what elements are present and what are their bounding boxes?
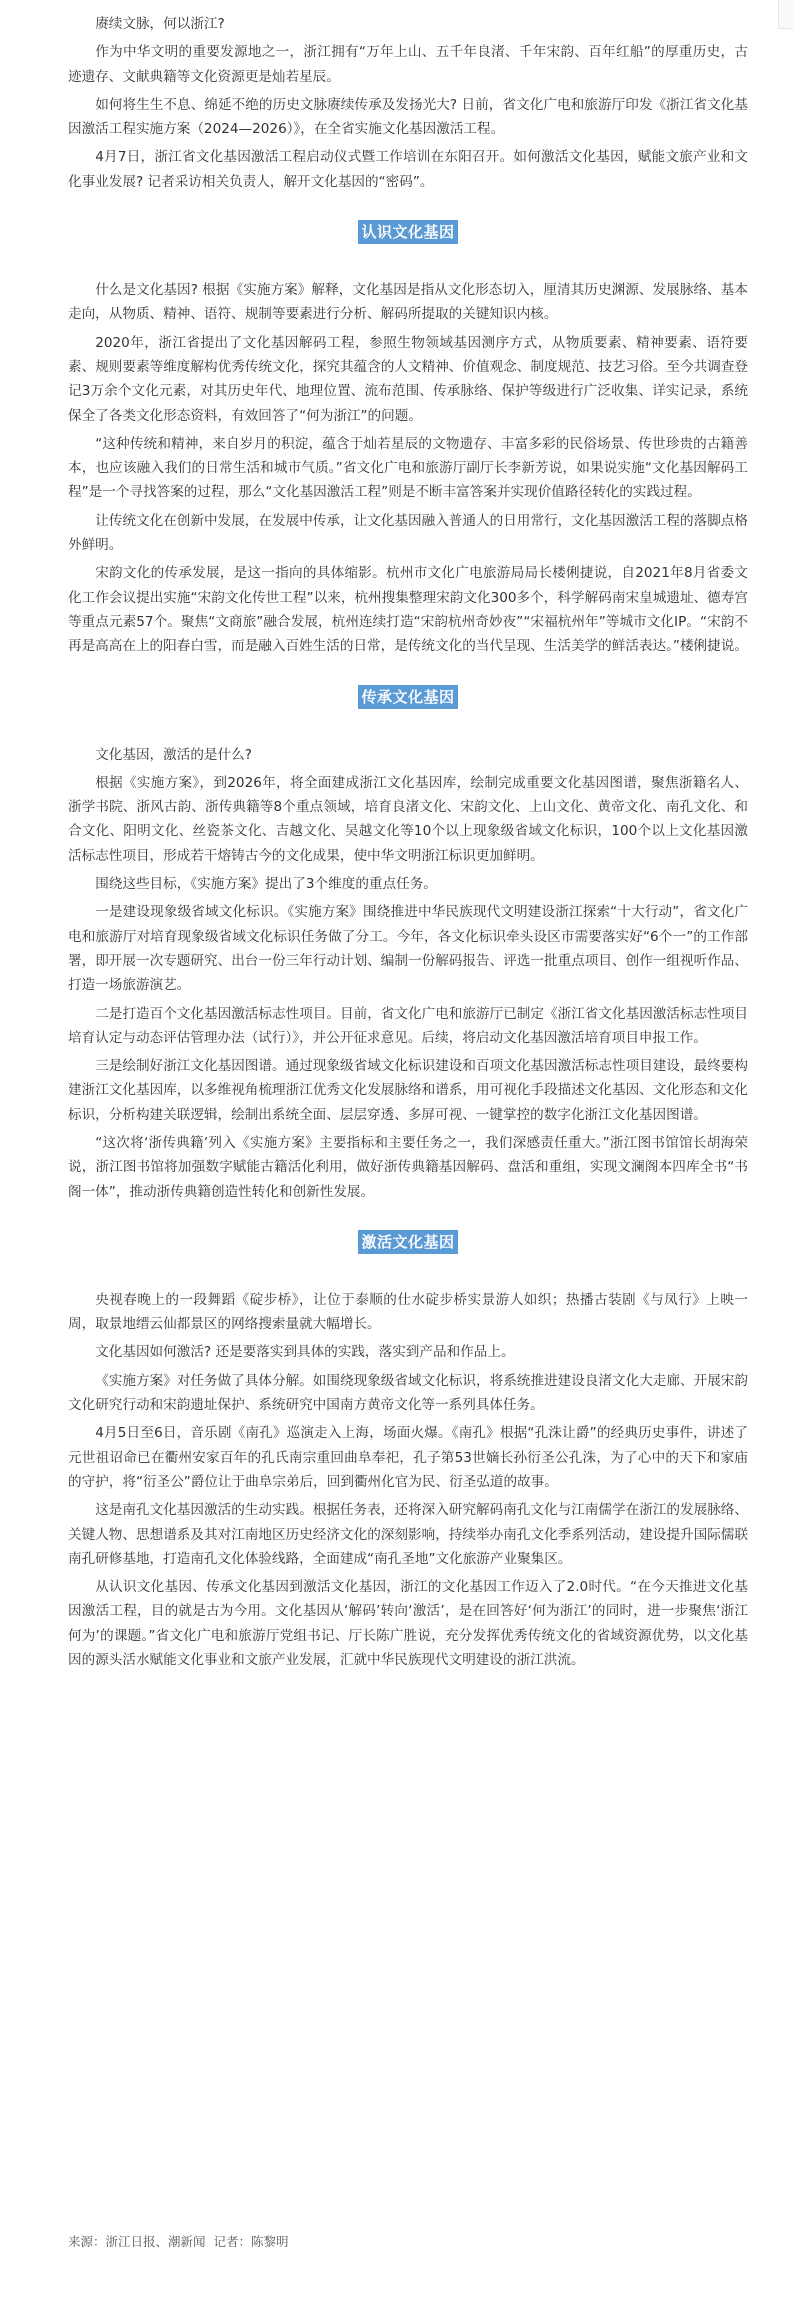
body-paragraph: 文化基因如何激活? 还是要落实到具体的实践，落实到产品和作品上。 xyxy=(95,1344,515,1361)
body-paragraph: 4月5日至6日，音乐剧《南孔》巡演走入上海，场面火爆。《南孔》根据“孔洙让爵”的经典历史事件，讲述了元世祖诏命已在衢州安家百年的孔氏南宗重回曲阜奉祀，孔子第53世嫡长孙衍圣公孔洙，为了心中的天下和家庙的守护，将“衍圣公”爵位让于曲阜宗弟后，回到衢州化官为民、衍圣弘道的故事。 xyxy=(68,1425,748,1490)
intro-paragraph: 作为中华文明的重要发源地之一，浙江拥有“万年上山、五千年良渚、千年宋韵、百年红船”的厚重历史，古迹遗存、文献典籍等文化资源更是灿若星辰。 xyxy=(68,44,748,85)
body-paragraph: 《实施方案》对任务做了具体分解。如围绕现象级省域文化标识，将系统推进建设良渚文化大走廊、开展宋韵文化研究行动和宋韵遗址保护、系统研究中国南方黄帝文化等一系列具体任务。 xyxy=(68,1372,748,1414)
body-paragraph: 围绕这些目标，《实施方案》提出了3个维度的重点任务。 xyxy=(95,876,437,893)
intro-paragraph: 如何将生生不息、绵延不绝的历史文脉赓续传承及发扬光大? 日前，省文化广电和旅游厅印发《浙江省文化基因激活工程实施方案（2024—2026）》，在全省实施文化基因激活工程。 xyxy=(68,96,748,138)
section-title-recognize: 认识文化基因 xyxy=(358,220,457,244)
section-heading-3 xyxy=(68,1230,748,1254)
section-heading-2 xyxy=(68,685,748,709)
body-paragraph: 央视春晚上的一段舞蹈《碇步桥》，让位于泰顺的仕水碇步桥实景游人如织；热播古装剧《与凤行》上映一周，取景地缙云仙都景区的网络搜索量就大幅增长。 xyxy=(68,1291,748,1333)
body-paragraph: 2020年，浙江省提出了文化基因解码工程，参照生物领域基因测序方式，从物质要素、精神要素、语符要素、规则要素等维度解构优秀传统文化，探究其蕴含的人文精神、价值观念、制度规范、技艺习俗。至今共调查登记3万余个文化元素，对其历史年代、地理位置、流布范围、传承脉络、保护等级进行广泛收集、详实记录，系统保全了各类文化形态资料，有效回答了“何为浙江”的问题。 xyxy=(68,334,748,424)
body-paragraph: 这是南孔文化基因激活的生动实践。根据任务表，还将深入研究解码南孔文化与江南儒学在浙江的发展脉络、关键人物、思想谱系及其对江南地区历史经济文化的深刻影响，持续举办南孔文化季系列活动，建设提升国际儒联南孔研修基地，打造南孔文化体验线路，全面建成“南孔圣地”文化旅游产业聚集区。 xyxy=(68,1502,748,1567)
section-title-inherit: 传承文化基因 xyxy=(358,685,457,709)
body-paragraph: “这种传统和精神，来自岁月的积淀，蕴含于灿若星辰的文物遗存、丰富多彩的民俗场景、传世珍贵的古籍善本，也应该融入我们的日常生活和城市气质。”省文化广电和旅游厅副厅长李新芳说，如果说实施“文化基因解码工程”是一个寻找答案的过程，那么“文化基因激活工程”则是不断丰富答案并实现价值路径转化的实践过程。 xyxy=(68,435,748,501)
body-paragraph: 二是打造百个文化基因激活标志性项目。目前，省文化广电和旅游厅已制定《浙江省文化基因激活标志性项目培育认定与动态评估管理办法（试行）》，并公开征求意见。后续，将启动文化基因激活培育项目申报工作。 xyxy=(68,1005,748,1046)
body-paragraph: “这次将‘浙传典籍’列入《实施方案》主要指标和主要任务之一，我们深感责任重大。”浙江图书馆馆长胡海荣说，浙江图书馆将加强数字赋能古籍活化利用，做好浙传典籍基因解码、盘活和重组，实现文澜阁本四库全书“书阁一体”，推动浙传典籍创造性转化和创新性发展。 xyxy=(68,1134,748,1200)
body-paragraph: 三是绘制好浙江文化基因图谱。通过现象级省域文化标识建设和百项文化基因激活标志性项目建设，最终要构建浙江文化基因库，以多维视角梳理浙江优秀文化发展脉络和谱系，用可视化手段描述文化基因、文化形态和文化标识，分析构建关联逻辑，绘制出系统全面、层层穿透、多屏可视、一键掌控的数字化浙江文化基因图谱。 xyxy=(68,1058,748,1123)
body-paragraph: 从认识文化基因、传承文化基因到激活文化基因，浙江的文化基因工作迈入了2.0时代。“在今天推进文化基因激活工程，目的就是古为今用。文化基因从‘解码’转向‘激活’，是在回答好‘何为浙江’的同时，进一步聚焦‘浙江何为’的课题。”省文化广电和旅游厅党组书记、厅长陈广胜说，充分发挥优秀传统文化的省域资源优势，以文化基因的源头活水赋能文化事业和文旅产业发展，汇就中华民族现代文明建设的浙江洪流。 xyxy=(68,1579,748,1669)
scroll-corner xyxy=(778,0,793,29)
body-paragraph: 什么是文化基因? 根据《实施方案》解释，文化基因是指从文化形态切入，厘清其历史渊源、发展脉络、基本走向，从物质、精神、语符、规制等要素进行分析、解码所提取的关键知识内核。 xyxy=(68,282,748,323)
reporter-label: 记者：陈黎明 xyxy=(213,2234,289,2249)
source-label: 来源：浙江日报、潮新闻 xyxy=(68,2234,206,2249)
intro-paragraph: 赓续文脉，何以浙江? xyxy=(95,16,225,32)
section-title-activate: 激活文化基因 xyxy=(358,1230,457,1254)
body-paragraph: 让传统文化在创新中发展，在发展中传承，让文化基因融入普通人的日用常行，文化基因激活工程的落脚点格外鲜明。 xyxy=(68,512,748,554)
body-paragraph: 宋韵文化的传承发展，是这一指向的具体缩影。杭州市文化广电旅游局局长楼俐捷说，自2021年8月省委文化工作会议提出实施“宋韵文化传世工程”以来，杭州搜集整理宋韵文化300多个，科学解码南宋皇城遗址、德寿宫等重点元素57个。聚焦“文商旅”融合发展，杭州连续打造“宋韵杭州奇妙夜”“宋福杭州年”等城市文化IP。“宋韵不再是高高在上的阳春白雪，而是融入百姓生活的日常，是传统文化的当代呈现、生活美学的鲜活表达。”楼俐捷说。 xyxy=(68,565,748,655)
intro-paragraph: 4月7日，浙江省文化基因激活工程启动仪式暨工作培训在东阳召开。如何激活文化基因，赋能文旅产业和文化事业发展? 记者采访相关负责人，解开文化基因的“密码”。 xyxy=(68,149,748,190)
body-paragraph: 根据《实施方案》，到2026年，将全面建成浙江文化基因库，绘制完成重要文化基因图谱，聚焦浙籍名人、浙学书院、浙风古韵、浙传典籍等8个重点领域，培育良渚文化、宋韵文化、上山文化、黄帝文化、南孔文化、和合文化、阳明文化、丝瓷茶文化、吉越文化、吴越文化等10个以上现象级省域文化标识，100个以上文化基因激活标志性项目，形成若干熔铸古今的文化成果，使中华文明浙江标识更加鲜明。 xyxy=(68,774,748,864)
source-credit xyxy=(68,2232,293,2250)
article-body xyxy=(68,12,748,1676)
body-paragraph: 一是建设现象级省域文化标识。《实施方案》围绕推进中华民族现代文明建设浙江探索“十大行动”，省文化广电和旅游厅对培育现象级省域文化标识任务做了分工。今年，各文化标识牵头设区市需要落实好“6个一”的工作部署，即开展一次专题研究、出台一份三年行动计划、编制一份解码报告、评选一批重点项目、创作一组视听作品、打造一场旅游演艺。 xyxy=(68,904,748,994)
body-paragraph: 文化基因，激活的是什么? xyxy=(95,746,252,763)
section-heading-1 xyxy=(68,220,748,244)
